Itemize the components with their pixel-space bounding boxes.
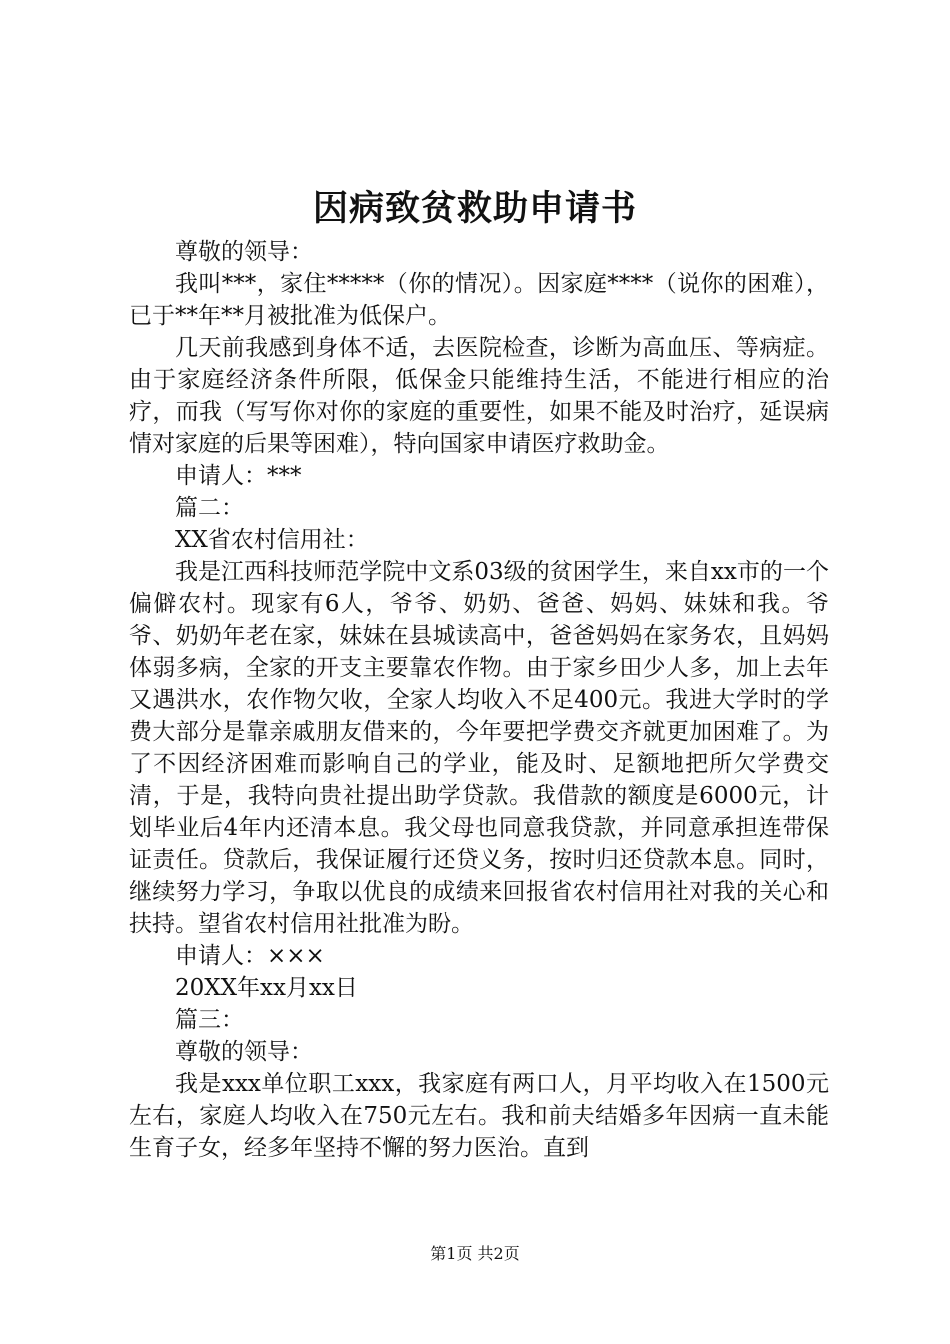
applicant-line: 申请人：*** — [175, 463, 302, 489]
document-title: 因病致贫救助申请书 — [312, 188, 637, 229]
salutation: XX省农村信用社： — [175, 527, 369, 553]
date-line: 20XX年xx月xx日 — [175, 975, 358, 1001]
applicant-line: 申请人：××× — [175, 943, 325, 969]
paragraph: 我叫***，家住*****（你的情况）。因家庭****（说你的困难），已于**年**月被批准为低保户。 — [129, 271, 829, 329]
paragraph: 我是江西科技师范学院中文系03级的贫困学生，来自xx市的一个偏僻农村。现家有6人，爷爷、奶奶、爸爸、妈妈、妹妹和我。爷爷、奶奶年老在家，妹妹在县城读高中，爸爸妈妈在家务农，且妈妈体弱多病，全家的开支主要靠农作物。由于家乡田少人多，加上去年又遇洪水，农作物欠收，全家人均收入不足400元。我进大学时的学费大部分是靠亲戚朋友借来的，今年要把学费交齐就更加困难了。为了不因经济困难而影响自己的学业，能及时、足额地把所欠学费交清，于是，我特向贵社提出助学贷款。我借款的额度是6000元，计划毕业后4年内还清本息。我父母也同意我贷款，并同意承担连带保证责任。贷款后，我保证履行还贷义务，按时归还贷款本息。同时，继续努力学习，争取以优良的成绩来回报省农村信用社对我的关心和扶持。望省农村信用社批准为盼。 — [129, 559, 829, 937]
salutation: 尊敬的领导： — [175, 1039, 313, 1065]
document-body — [129, 236, 829, 1164]
salutation: 尊敬的领导： — [175, 239, 313, 265]
paragraph: 几天前我感到身体不适，去医院检查，诊断为高血压、等病症。由于家庭经济条件所限，低保金只能维持生活，不能进行相应的治疗，而我（写写你对你的家庭的重要性，如果不能及时治疗，延误病情对家庭的后果等困难），特向国家申请医疗救助金。 — [129, 335, 829, 457]
section-heading: 篇三： — [175, 1007, 244, 1033]
section-heading: 篇二： — [175, 495, 244, 521]
page-footer: 第1页 共2页 — [430, 1244, 520, 1263]
paragraph: 我是xxx单位职工xxx，我家庭有两口人，月平均收入在1500元左右，家庭人均收入在750元左右。我和前夫结婚多年因病一直未能生育子女，经多年坚持不懈的努力医治。直到 — [129, 1071, 829, 1161]
